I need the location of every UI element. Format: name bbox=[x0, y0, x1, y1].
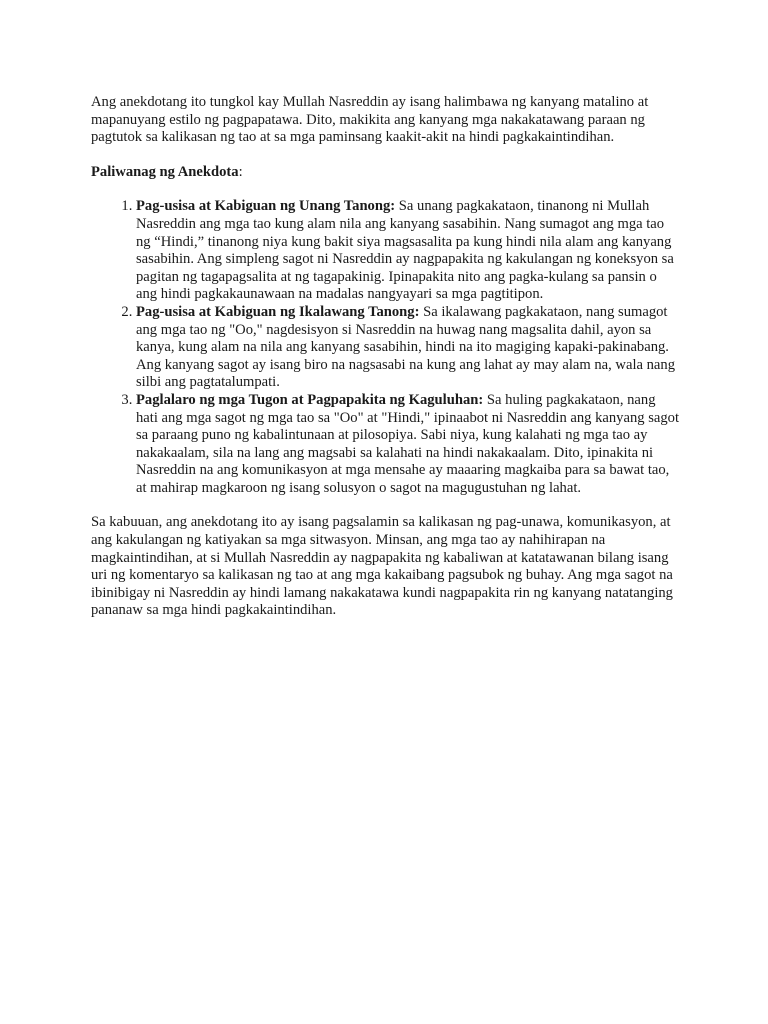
section-heading-text: Paliwanag ng Anekdota bbox=[91, 163, 239, 180]
list-item-text: Sa ikalawang pagkakataon, nang sumagot ang mga tao ng "Oo," nagdesisyon si Nasreddin na huwag nang magsalita dahil, ayon sa kanya, kung alam na nila ang kanyang sasabihin, hindi na ito magiging kapaki-pakinabang. Ang kanyang sagot ay isang biro na nagsasabi na kung ang lahat ay may alam na, wala nang silbi ang pagtatalumpati. bbox=[136, 303, 675, 391]
list-item-title: Paglalaro ng mga Tugon at Pagpapakita ng Kaguluhan: bbox=[136, 391, 484, 408]
list-item bbox=[136, 198, 681, 304]
section-heading bbox=[91, 164, 681, 182]
list-item-title: Pag-usisa at Kabiguan ng Ikalawang Tanong: bbox=[136, 303, 420, 320]
list-item-text: Sa huling pagkakataon, nang hati ang mga sagot ng mga tao sa "Oo" at "Hindi," ipinaabot ni Nasreddin ang kanyang sagot sa paraang puno ng kabalintunaan at pilosopiya. Sabi niya, kung kalahati ng mga tao ay nakakaalam, sila na lang ang magsabi sa kalahati na hindi nakakaalam. Dito, ipinakita ni Nasreddin na ang komunikasyon at mga mensahe ay maaaring magkaiba para sa bawat tao, at mahirap magkaroon ng isang solusyon o sagot na magugustuhan ng lahat. bbox=[136, 391, 680, 496]
document-page bbox=[91, 94, 681, 620]
list-item-title: Pag-usisa at Kabiguan ng Unang Tanong: bbox=[136, 198, 396, 215]
list-item-text: Sa unang pagkakataon, tinanong ni Mullah Nasreddin ang mga tao kung alam nila ang kanyang sasabihin. Nang sumagot ang mga tao ng “Hindi,” tinanong niya kung bakit siya magsasalita pa kung hindi nila alam ang kanyang sasabihin. Ang simpleng sagot ni Nasreddin ay nagpapakita ng kakulangan ng koneksyon sa pagitan ng tagapagsalita at ng tagapakinig. Ipinapakita nito ang pagka-kulang sa pansin o ang hindi pagkakaunawaan na madalas nangyayari sa mga pagtitipon. bbox=[136, 198, 674, 303]
section-heading-colon: : bbox=[238, 163, 243, 180]
explanation-list bbox=[91, 198, 681, 497]
list-item bbox=[136, 304, 681, 392]
intro-paragraph: Ang anekdotang ito tungkol kay Mullah Nasreddin ay isang halimbawa ng kanyang matalino at mapanuyang estilo ng pagpapatawa. Dito, makikita ang kanyang mga nakakatawang paraan ng pagtutok sa kalikasan ng tao at sa mga paminsang kaakit-akit na hindi pagkakaintindihan. bbox=[91, 94, 649, 146]
conclusion-paragraph: Sa kabuuan, ang anekdotang ito ay isang pagsalamin sa kalikasan ng pag-unawa, komunikasyon, at ang kakulangan ng katiyakan sa mga sitwasyon. Minsan, ang mga tao ay nahihirapan na magkaintindihan, at si Mullah Nasreddin ay nagpapakita ng kabaliwan at katatawanan bilang isang uri ng komentaryo sa kalikasan ng tao at ang mga kakaibang pagsubok ng buhay. Ang mga sagot na ibinibigay ni Nasreddin ay hindi lamang nakakatawa kundi nagpapakita rin ng kanyang natatanging pananaw sa mga hindi pagkakaintindihan. bbox=[91, 514, 673, 619]
list-item bbox=[136, 392, 681, 498]
